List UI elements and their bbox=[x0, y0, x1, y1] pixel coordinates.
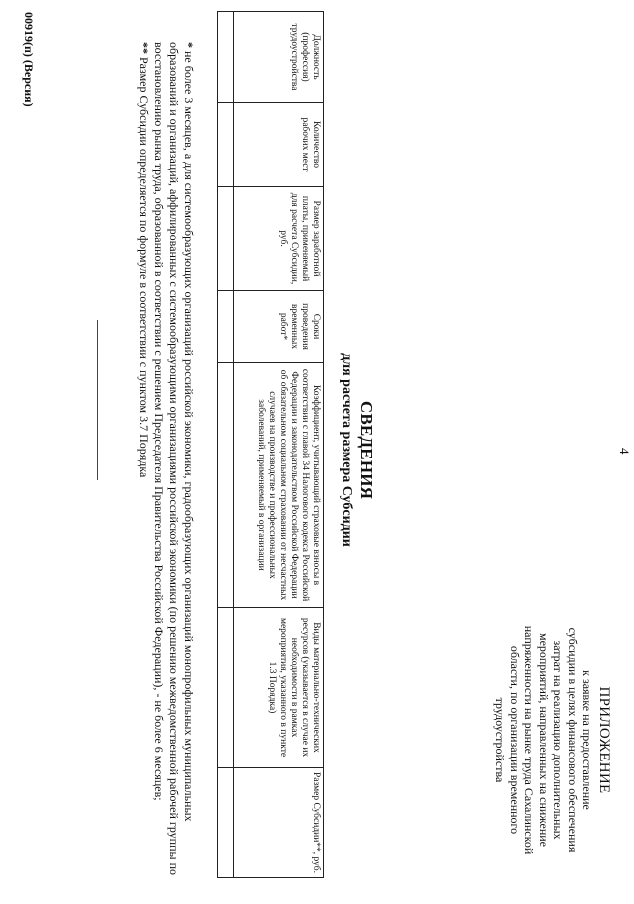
appendix-line: трудоустройства bbox=[493, 697, 508, 783]
footnotes bbox=[136, 24, 196, 884]
subsidy-table bbox=[217, 11, 324, 878]
title-sub: для расчета размера Субсидии bbox=[339, 353, 354, 547]
footer-label bbox=[21, 12, 36, 107]
table-cell[interactable] bbox=[218, 187, 234, 291]
header-resources: Виды материально-технических ресурсов (указывается в случае их необходимости в рамках мероприятия, указанного в пункте 1.3 Порядка) bbox=[234, 608, 324, 768]
table-cell[interactable] bbox=[218, 363, 234, 608]
footnote-2-marker: ** bbox=[137, 42, 151, 54]
header-period: Сроки проведения временных работ* bbox=[234, 291, 324, 363]
appendix-line: мероприятий, направленных на снижение bbox=[537, 633, 551, 847]
footnote-1-text: не более 3 месяцев, а для системообразующих организаций российской экономики, градообразующих организаций монопрофильных муниципальных образований и организаций, аффилированных с системообразующими организациями российской экономики (по решению межведомственной рабочей группы по восстановлению рынка труда, образованной в соответствии с решением Председателя Правительства Российской Федерации), - не более 6 месяцев; bbox=[152, 42, 196, 876]
table-cell[interactable] bbox=[218, 608, 234, 768]
table-cell[interactable] bbox=[218, 103, 234, 187]
header-workplaces: Количество рабочих мест bbox=[234, 103, 324, 187]
table-header-row bbox=[234, 12, 324, 878]
table-cell[interactable] bbox=[218, 768, 234, 878]
appendix-text bbox=[493, 600, 595, 880]
footnote-2-text: Размер Субсидии определяется по формуле в соответствии с пунктом 3.7 Порядка bbox=[137, 57, 151, 478]
header-position: Должность (профессия) трудоустройства bbox=[234, 12, 324, 103]
appendix-line: к заявке на предоставление bbox=[580, 670, 595, 810]
header-subsidy: Размер Субсидии**, руб. bbox=[234, 768, 324, 878]
footnote-1 bbox=[151, 24, 196, 884]
document-title bbox=[338, 180, 376, 720]
appendix-line: субсидии в целях финансового обеспечения bbox=[566, 627, 580, 853]
title-main: СВЕДЕНИЯ bbox=[357, 400, 376, 500]
appendix-title: ПРИЛОЖЕНИЕ bbox=[596, 686, 612, 794]
page-number: 4 bbox=[617, 448, 632, 455]
appendix-line: затрат на реализацию дополнительных bbox=[551, 640, 566, 840]
footnote-2 bbox=[136, 24, 151, 884]
footer-version: (Версия) bbox=[22, 59, 36, 107]
separator-line bbox=[97, 320, 98, 480]
appendix-line: области, по организации временного bbox=[508, 645, 522, 835]
header-salary: Размер заработной платы, применяемый для расчета Субсидии, руб. bbox=[234, 187, 324, 291]
header-coefficient: Коэффициент, учитывающий страховые взносы в соответствии с главой 34 Налогового кодекса Российской Федерации и законодательством Российской Федерации об обязательном социальном страховании от несчастных случаев на производстве и профессиональных заболеваний, применяемый в организации bbox=[234, 363, 324, 608]
table-row bbox=[218, 12, 234, 878]
footnote-1-marker: * bbox=[182, 42, 196, 48]
table-cell[interactable] bbox=[218, 12, 234, 103]
appendix-block bbox=[493, 600, 611, 880]
table-cell[interactable] bbox=[218, 291, 234, 363]
appendix-line: напряженности на рынке труда Сахалинской bbox=[522, 625, 537, 855]
footer-code: 00919(п) bbox=[22, 12, 36, 57]
